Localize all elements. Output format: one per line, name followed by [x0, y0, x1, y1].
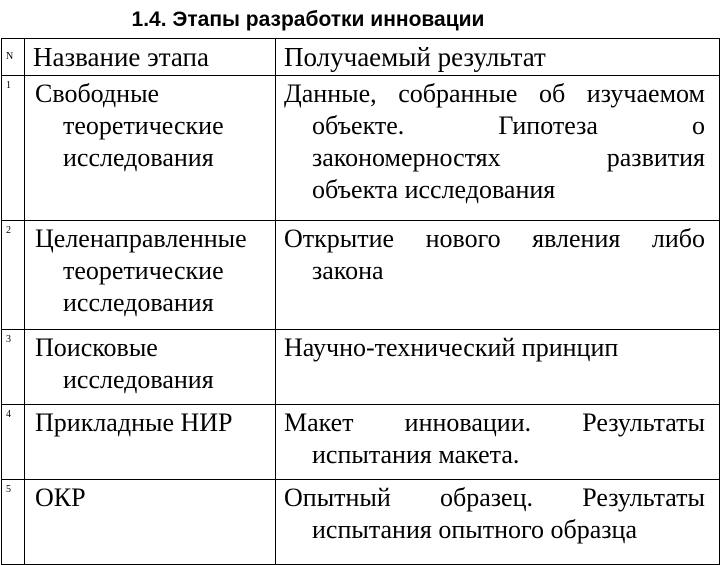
stage-result-cell: [276, 405, 720, 480]
stage-name-line: теоретические: [63, 256, 224, 285]
stage-result-cell: [276, 221, 720, 330]
stage-name-line: теоретические: [63, 111, 224, 140]
stage-result-cell: [276, 76, 720, 221]
header-result: Получаемый результат: [276, 39, 720, 76]
stage-name-line: ОКР: [35, 483, 86, 512]
stage-name-cell: [25, 480, 276, 565]
result-line: испытания опытного образца: [312, 515, 638, 544]
stage-name-cell: [25, 76, 276, 221]
stage-result-cell: [276, 330, 720, 405]
row-number: 2: [2, 221, 25, 330]
stage-name-line: Свободные: [35, 79, 160, 108]
page-title-text: 1.4. Этапы разработки инновации: [131, 8, 485, 31]
stage-name-line: Целенаправленные: [35, 224, 247, 253]
result-line: закономерностях развития: [312, 143, 705, 172]
result-line: закона: [312, 256, 384, 285]
header-stage-name: Название этапа: [25, 39, 276, 76]
row-number: 3: [2, 330, 25, 405]
row-number: 1: [2, 76, 25, 221]
result-line: Опытный образец. Результаты: [284, 483, 705, 512]
stage-name-cell: [25, 405, 276, 480]
table-row: [2, 405, 720, 480]
stage-name-line: исследования: [63, 143, 214, 172]
table-row: [2, 480, 720, 565]
table-row: [2, 76, 720, 221]
stage-name-line: исследования: [63, 365, 214, 394]
result-line: Научно-технический принцип: [284, 333, 619, 362]
header-number: N: [2, 39, 25, 76]
result-line: объекта исследования: [312, 175, 556, 204]
result-line: испытания макета.: [312, 440, 520, 469]
stage-name-line: Поисковые: [35, 333, 158, 362]
result-line: Открытие нового явления либо: [284, 224, 705, 253]
table-row: [2, 330, 720, 405]
result-line: объекте. Гипотеза о: [312, 111, 705, 140]
row-number: 5: [2, 480, 25, 565]
stage-name-line: исследования: [63, 288, 214, 317]
page-title: [0, 6, 720, 34]
stage-name-line: Прикладные НИР: [35, 408, 233, 437]
table-row: [2, 221, 720, 330]
stage-name-cell: [25, 330, 276, 405]
row-number: 4: [2, 405, 25, 480]
result-line: Данные, собранные об изучаемом: [284, 79, 705, 108]
innovation-stages-table: [1, 38, 720, 565]
stage-name-cell: [25, 221, 276, 330]
table-header-row: [2, 39, 720, 76]
result-line: Макет инновации. Результаты: [284, 408, 705, 437]
stage-result-cell: [276, 480, 720, 565]
